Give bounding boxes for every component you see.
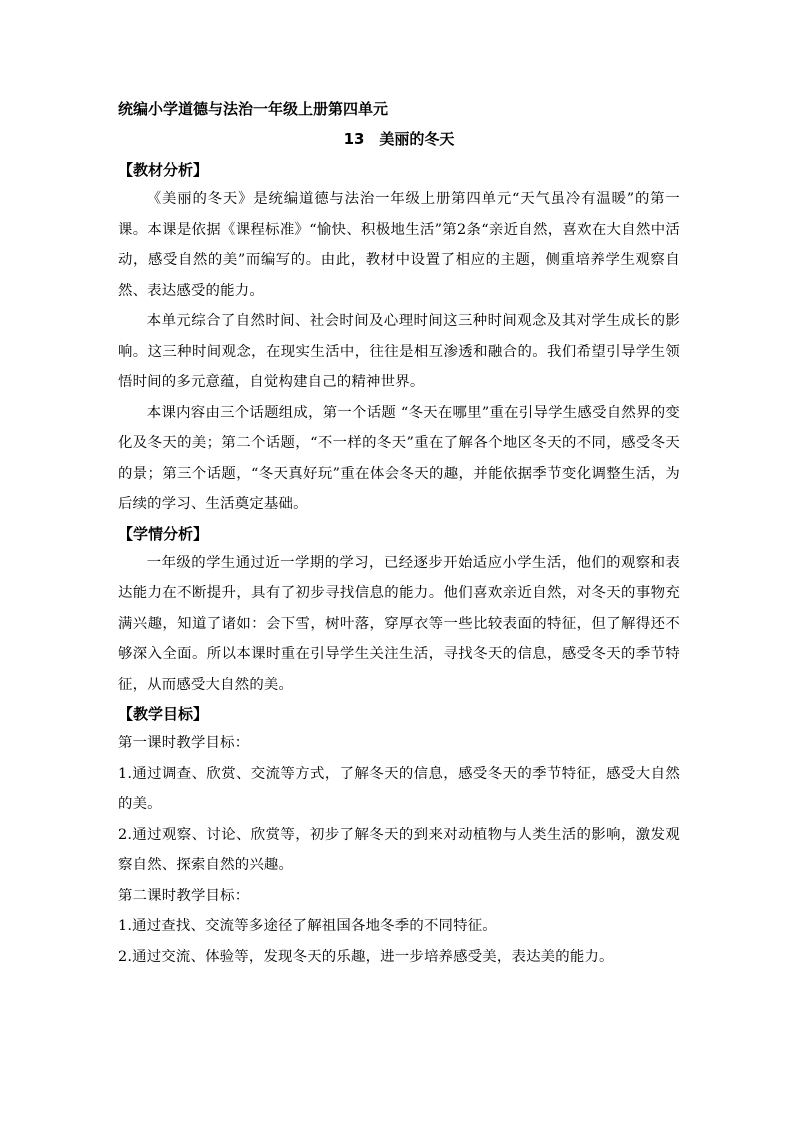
teaching-goals-heading: 【教学目标】 (118, 705, 209, 723)
document-title: 统编小学道德与法治一年级上册第四单元 (118, 100, 389, 118)
student-analysis-heading: 【学情分析】 (118, 524, 209, 543)
lesson1-goal-item: 1.通过调查、欣赏、交流等方式，了解冬天的信息，感受冬天的季节特征，感受大自然的美。 (118, 765, 680, 812)
teaching-goals-section (118, 700, 680, 972)
lesson2-goal-item: 1.通过查找、交流等多途径了解祖国各地冬季的不同特征。 (118, 918, 497, 934)
material-analysis-heading: 【教材分析】 (118, 161, 209, 179)
student-analysis-paragraph: 一年级的学生通过近一学期的学习，已经逐步开始适应小学生活，他们的观察和表达能力在不断提升，具有了初步寻找信息的能力。他们喜欢亲近自然，对冬天的事物充满兴趣，知道了诸如：会下雪，树叶落，穿厚衣等一些比较表面的特征，但了解得还不够深入全面。所以本课时重在引导学生关注生活，寻找冬天的信息，感受冬天的季节特征，从而感受大自然的美。 (118, 554, 680, 693)
student-analysis-section (118, 520, 680, 701)
material-analysis-paragraph: 本单元综合了自然时间、社会时间及心理时间这三种时间观念及其对学生成长的影响。这三种时间观念，在现实生活中，往往是相互渗透和融合的。我们希望引导学生领悟时间的多元意蕴，自觉构建自己的精神世界。 (118, 313, 680, 390)
material-analysis-paragraph: 《美丽的冬天》是统编道德与法治一年级上册第四单元“天气虽冷有温暖”的第一课。本课是依据《课程标准》“愉快、积极地生活”第2条“亲近自然，喜欢在大自然中活动，感受自然的美”而编写的。由此，教材中设置了相应的主题，侧重培养学生观察自然、表达感受的能力。 (118, 191, 680, 299)
lesson2-goals-label: 第二课时教学目标： (118, 887, 250, 904)
document-page (118, 96, 680, 972)
material-analysis-paragraph: 本课内容由三个话题组成，第一个话题 “冬天在哪里”重在引导学生感受自然界的变化及冬天的美；第二个话题，“不一样的冬天”重在了解各个地区冬天的不同，感受冬天的景；第三个话题，“冬天真好玩”重在体会冬天的趣，并能依据季节变化调整生活，为后续的学习、生活奠定基础。 (118, 404, 680, 512)
lesson1-goals-label: 第一课时教学目标： (118, 735, 250, 751)
lesson-title: 13 美丽的冬天 (343, 130, 455, 148)
lesson1-goal-item: 2.通过观察、讨论、欣赏等，初步了解冬天的到来对动植物与人类生活的影响，激发观察自然、探索自然的兴趣。 (118, 826, 680, 873)
material-analysis-section (118, 156, 680, 520)
lesson2-goal-item: 2.通过交流、体验等，发现冬天的乐趣，进一步培养感受美，表达美的能力。 (118, 948, 614, 965)
